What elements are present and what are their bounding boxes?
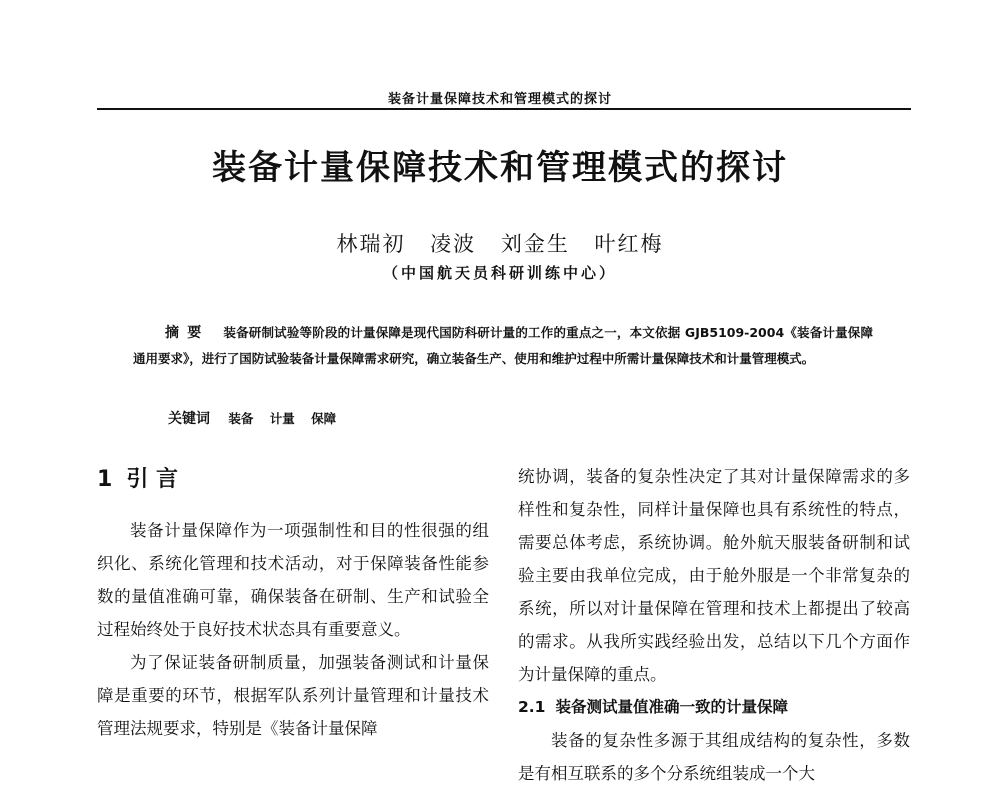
subsection-title: 装备测试量值准确一致的计量保障 bbox=[555, 698, 788, 716]
paragraph: 装备的复杂性多源于其组成结构的复杂性，多数是有相互联系的多个分系统组装成一个大 bbox=[518, 731, 910, 783]
abstract-text: 装备研制试验等阶段的计量保障是现代国防科研计量的工作的重点之一，本文依据 GJB5109-2004《装备计量保障通用要求》，进行了国防试验装备计量保障需求研究，确立装备生产、使用和维护过程中所需计量保障技术和计量管理模式。 bbox=[133, 325, 873, 366]
subsection-heading bbox=[518, 691, 910, 724]
abstract-label: 摘要 bbox=[165, 325, 210, 341]
section-title: 引 言 bbox=[126, 467, 178, 492]
affiliation: （中国航天员科研训练中心） bbox=[382, 264, 617, 282]
left-column bbox=[97, 460, 489, 745]
authors: 林瑞初 凌波 刘金生 叶红梅 bbox=[336, 232, 664, 256]
subsection-number: 2.1 bbox=[518, 698, 546, 716]
abstract bbox=[133, 320, 873, 372]
running-head: 装备计量保障技术和管理模式的探讨 bbox=[387, 92, 612, 107]
keywords-label: 关键词 bbox=[168, 411, 210, 427]
paragraph-continuation: 统协调，装备的复杂性决定了其对计量保障需求的多样性和复杂性，同样计量保障也具有系统性的特点，需要总体考虑，系统协调。舱外航天服装备研制和试验主要由我单位完成，由于舱外服是一个非常复杂的系统，所以对计量保障在管理和技术上都提出了较高的需求。从我所实践经验出发，总结以下几个方面作为计量保障的重点。 bbox=[518, 467, 910, 684]
section-number: 1 bbox=[97, 467, 113, 492]
right-column bbox=[518, 460, 910, 790]
paper-title: 装备计量保障技术和管理模式的探讨 bbox=[212, 148, 788, 188]
keyword: 计量 bbox=[269, 411, 295, 426]
paragraph: 装备计量保障作为一项强制性和目的性很强的组织化、系统化管理和技术活动，对于保障装备性能参数的量值准确可靠，确保装备在研制、生产和试验全过程始终处于良好技术状态具有重要意义。 bbox=[97, 521, 489, 639]
keyword: 保障 bbox=[311, 411, 337, 426]
section-heading bbox=[97, 460, 489, 500]
header-rule bbox=[97, 108, 911, 110]
keywords bbox=[168, 408, 348, 428]
keyword: 装备 bbox=[228, 411, 254, 426]
paragraph: 为了保证装备研制质量，加强装备测试和计量保障是重要的环节，根据军队系列计量管理和计量技术管理法规要求，特别是《装备计量保障 bbox=[97, 653, 489, 738]
